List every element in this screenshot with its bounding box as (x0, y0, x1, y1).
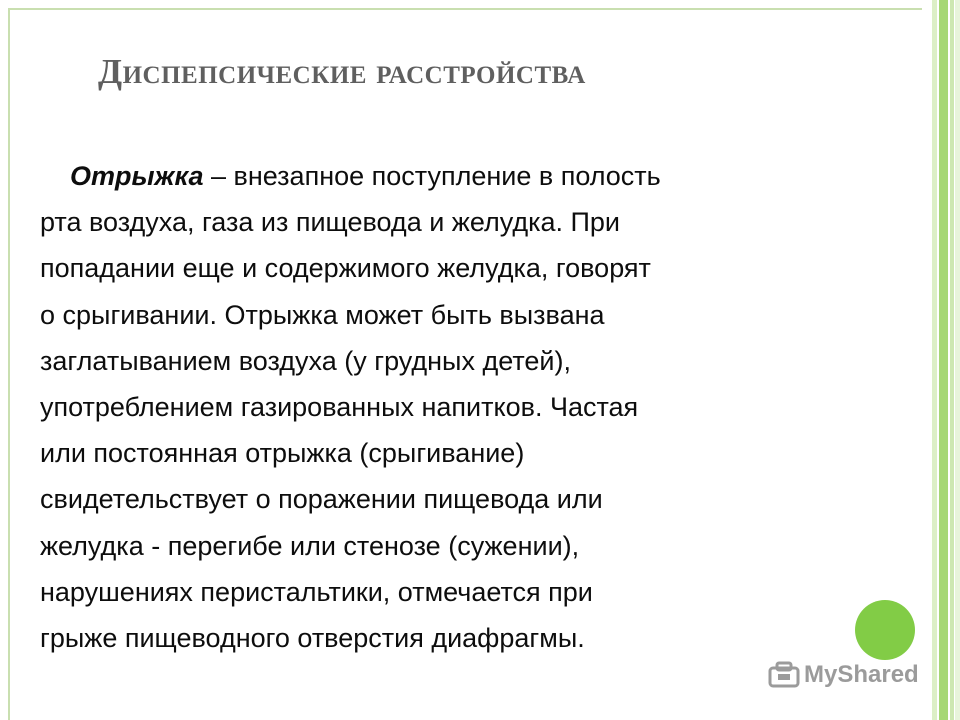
body-line-6: употреблением газированных напитков. Частая (40, 392, 639, 423)
body-line-1 (40, 153, 830, 199)
body-line-11: грыже пищеводного отверстия диафрагмы. (40, 623, 585, 654)
body-line-7: или постоянная отрыжка (срыгивание) (40, 438, 525, 469)
body-line-10: нарушениях перистальтики, отмечается при (40, 576, 593, 607)
slide-title: Диспепсические расстройства (98, 52, 586, 91)
body-line-3: попадании еще и содержимого желудка, говорят (40, 253, 651, 284)
decorative-stripes (932, 0, 960, 720)
myshared-watermark (768, 658, 919, 692)
body-line-text: – внезапное поступление в полость (203, 161, 661, 191)
body-line-2: рта воздуха, газа из пищевода и желудка. При (40, 207, 621, 238)
myshared-logo-icon (768, 661, 800, 689)
green-circle-decoration (855, 600, 915, 660)
slide-body (40, 153, 830, 661)
body-line-8: свидетельствует о поражении пищевода или (40, 484, 603, 515)
body-line-9: желудка - перегибе или стенозе (сужении), (40, 530, 580, 561)
body-line-5: заглатыванием воздуха (у грудных детей), (40, 345, 571, 376)
body-line-4: о срыгивании. Отрыжка может быть вызвана (40, 299, 605, 330)
term-highlight: Отрыжка (70, 161, 204, 191)
watermark-text: MyShared (804, 661, 919, 688)
